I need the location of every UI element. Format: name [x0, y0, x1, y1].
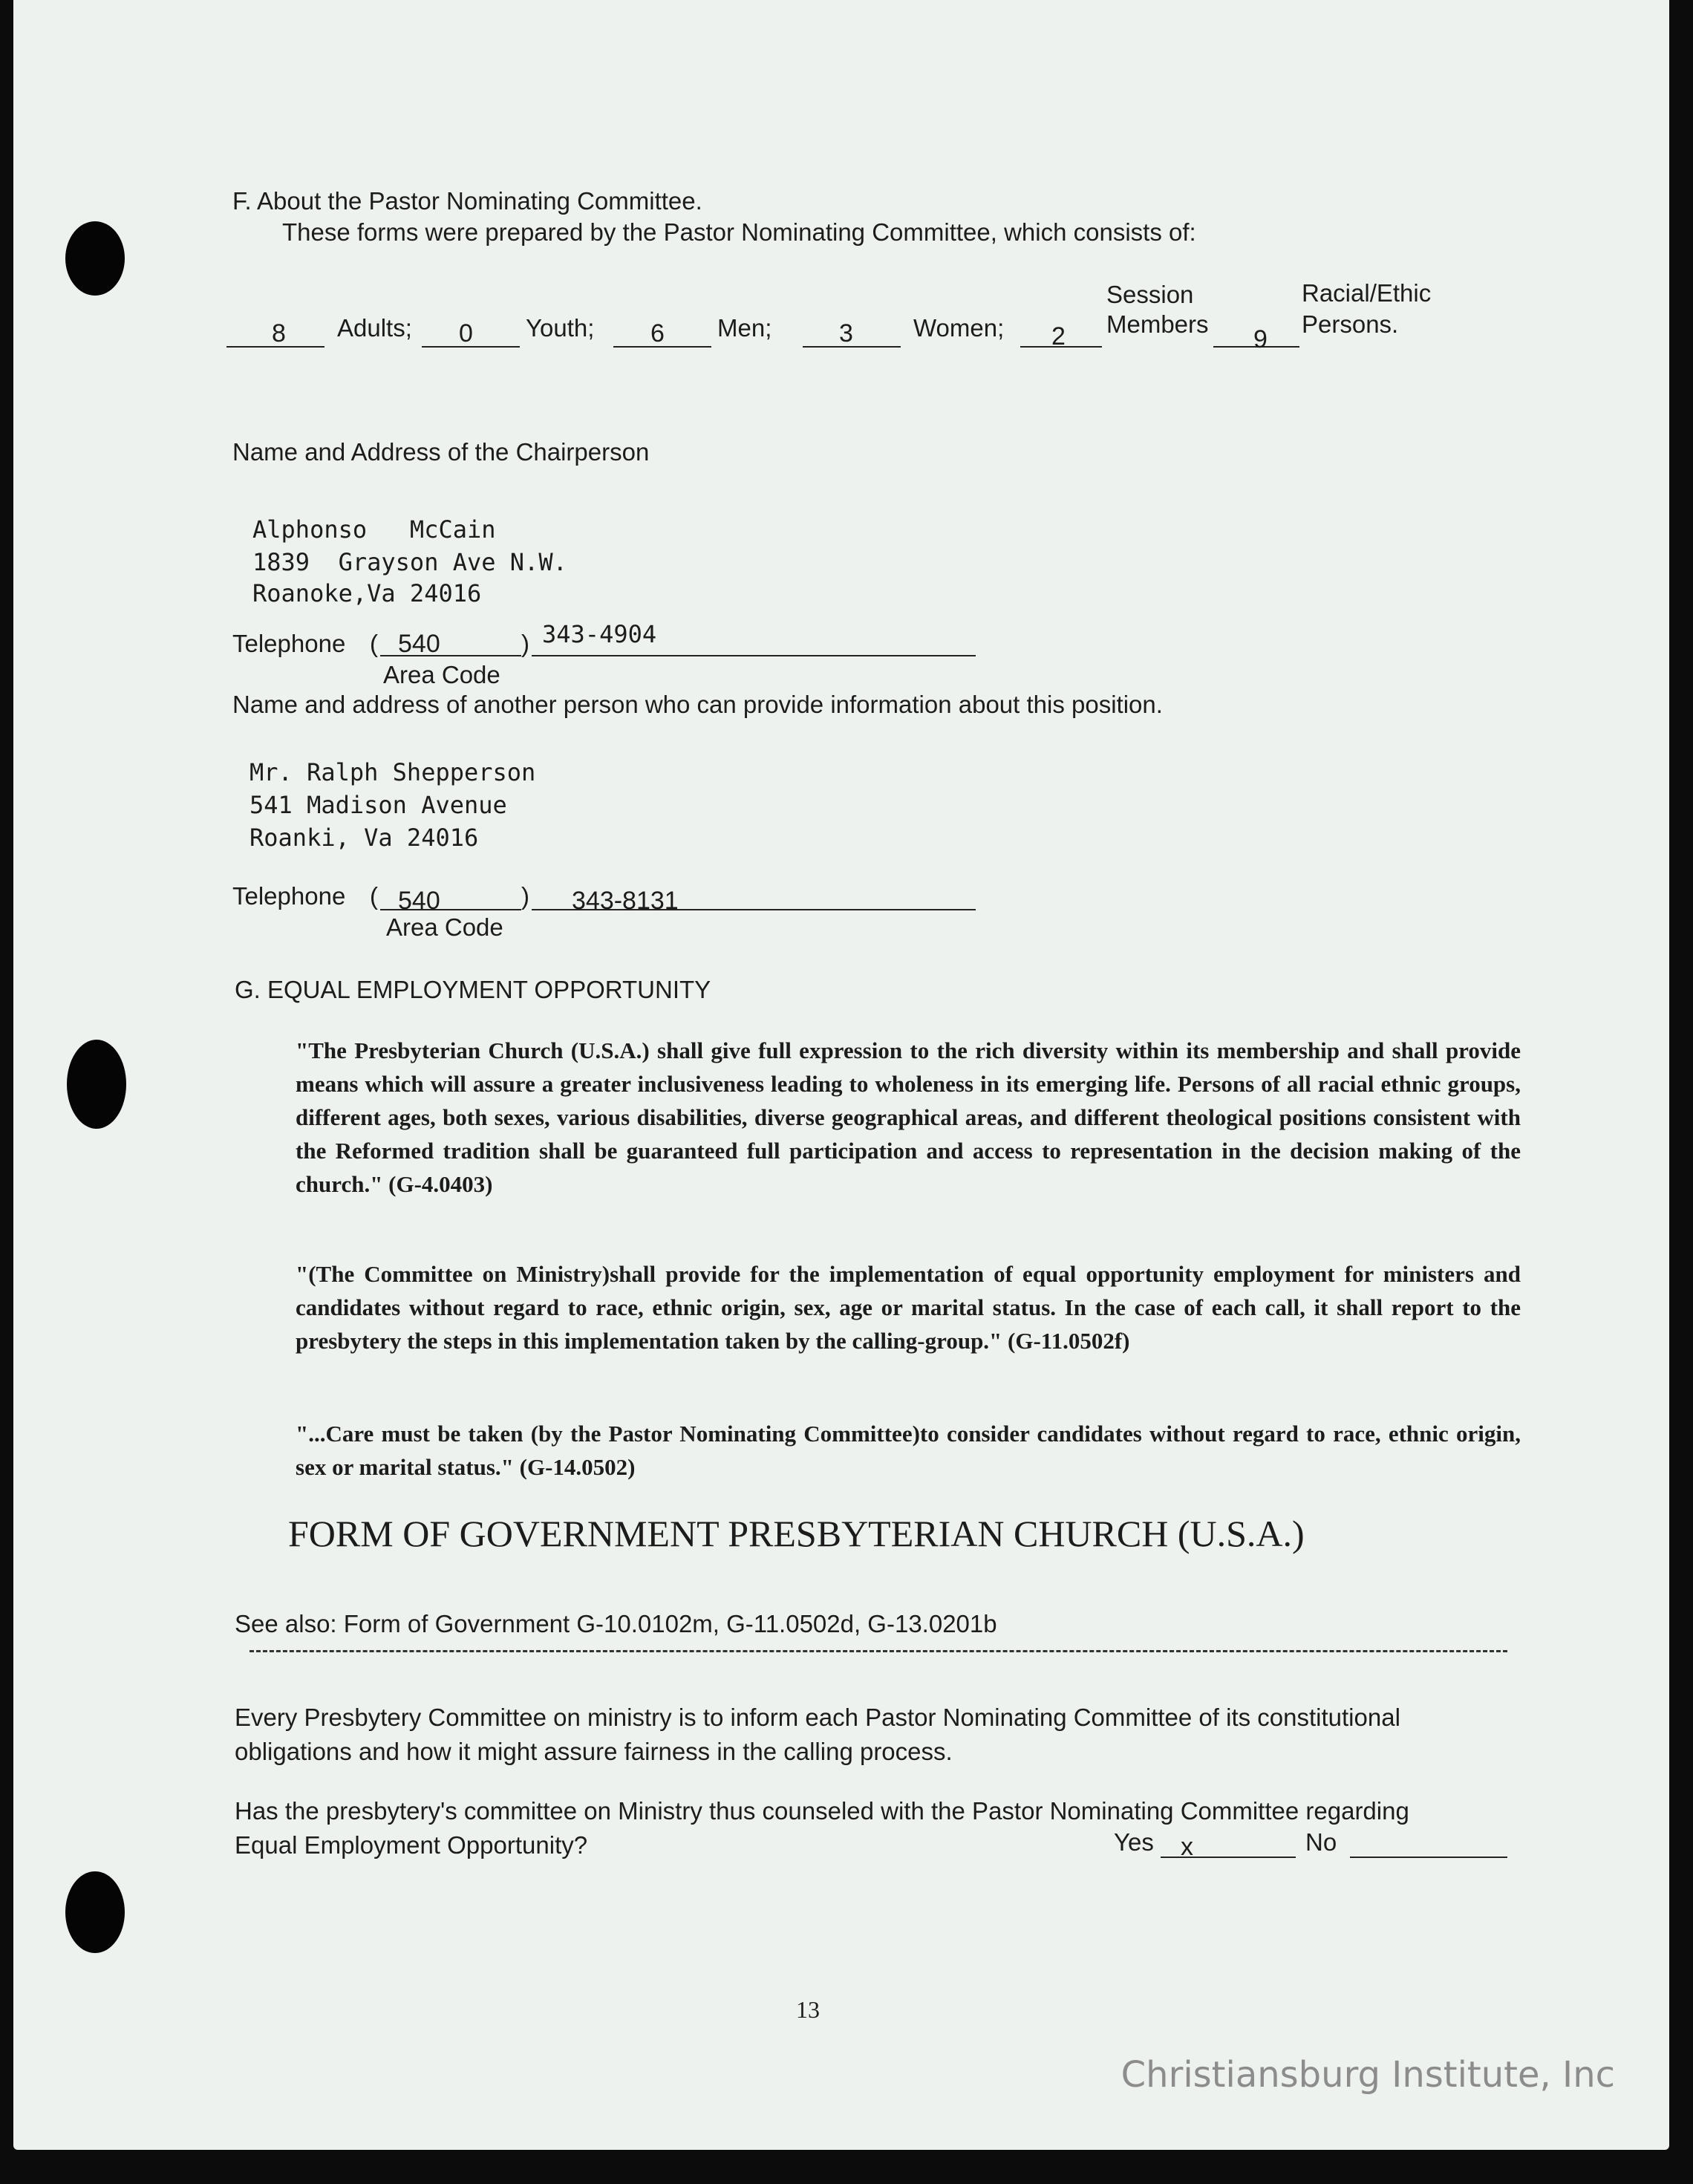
youth-label: Youth; [526, 314, 595, 342]
form-of-government-title: FORM OF GOVERNMENT PRESBYTERIAN CHURCH (U.S.A.) [288, 1513, 1305, 1554]
chairperson-area-close-paren: ) [521, 630, 529, 657]
chairperson-number-line [532, 655, 976, 656]
contact-city: Roanki, Va 24016 [249, 824, 479, 852]
yes-answer-mark: x [1181, 1833, 1193, 1861]
session-members-value: 2 [1051, 322, 1066, 351]
see-also-line: See also: Form of Government G-10.0102m, G-11.0502d, G-13.0201b [235, 1610, 997, 1637]
chairperson-street: 1839 Grayson Ave N.W. [252, 548, 567, 576]
question-line-1: Has the presbytery's committee on Ministry thus counseled with the Pastor Nominating Committee regarding [235, 1797, 1409, 1825]
contact-area-code-label: Area Code [386, 913, 503, 941]
contact-area-close-paren: ) [521, 882, 529, 910]
no-label: No [1305, 1828, 1337, 1856]
contact-street: 541 Madison Avenue [249, 791, 507, 819]
chairperson-area-code: 540 [398, 630, 440, 658]
question-line-2: Equal Employment Opportunity? [235, 1831, 588, 1859]
youth-value: 0 [459, 319, 473, 348]
women-label: Women; [913, 314, 1005, 342]
punch-hole-middle [67, 1040, 126, 1129]
chairperson-name: Alphonso McCain [252, 515, 496, 544]
contact-name: Mr. Ralph Shepperson [249, 758, 536, 786]
section-g-heading: G. EQUAL EMPLOYMENT OPPORTUNITY [235, 976, 711, 1003]
chairperson-area-open-paren: ( [370, 630, 378, 657]
men-label: Men; [717, 314, 772, 342]
yes-label: Yes [1114, 1828, 1154, 1856]
chairperson-number: 343-4904 [542, 620, 657, 648]
watermark: Christiansburg Institute, Inc [1120, 2054, 1615, 2096]
page-number: 13 [796, 1996, 820, 2023]
section-f-intro: These forms were prepared by the Pastor Nominating Committee, which consists of: [282, 218, 1196, 246]
women-value: 3 [839, 319, 853, 348]
session-label-bottom: Members [1106, 310, 1209, 338]
punch-hole-bottom [65, 1871, 125, 1953]
chairperson-label: Name and Address of the Chairperson [232, 438, 650, 466]
contact-area-code: 540 [398, 887, 440, 915]
adults-value: 8 [272, 319, 286, 348]
session-label-top: Session [1106, 281, 1194, 308]
section-f-heading: F. About the Pastor Nominating Committee. [232, 187, 702, 215]
chairperson-telephone-label: Telephone [232, 630, 346, 657]
contact-number: 343-8131 [572, 887, 679, 915]
adults-label: Adults; [337, 314, 412, 342]
chairperson-city: Roanoke,Va 24016 [252, 579, 482, 607]
contact-telephone-label: Telephone [232, 882, 346, 910]
quote-pnc-g14: "...Care must be taken (by the Pastor Nominating Committee)to consider candidates without regard to race, ethnic origin, sex or marital status." (G-14.0502) [296, 1421, 1521, 1480]
racial-label-top: Racial/Ethic [1302, 279, 1432, 307]
racial-ethnic-value: 9 [1253, 325, 1268, 353]
punch-hole-top [65, 221, 125, 296]
racial-label-bottom: Persons. [1302, 310, 1399, 338]
men-value: 6 [650, 319, 665, 348]
document-page [13, 0, 1669, 2150]
dashed-divider [249, 1650, 1507, 1652]
quote-committee-g11: "(The Committee on Ministry)shall provide for the implementation of equal opportunity employment for ministers and candidates without regard to race, ethnic origin, sex, age or marital status. In the case of each call, it shall report to the presbytery the steps in this implementation taken by the calling-group." (G-11.0502f) [296, 1261, 1521, 1354]
no-answer-line [1350, 1857, 1507, 1858]
contact-label: Name and address of another person who can provide information about this position. [232, 691, 1163, 718]
obligation-text: Every Presbytery Committee on ministry is to inform each Pastor Nominating Committee of its constitutional obligations and how it might assure fairness in the calling process. [235, 1704, 1400, 1765]
contact-area-open-paren: ( [370, 882, 378, 910]
chairperson-area-code-label: Area Code [383, 661, 500, 688]
quote-constitution-g4: "The Presbyterian Church (U.S.A.) shall give full expression to the rich diversity within its membership and shall provide means which will assure a greater inclusiveness leading to wholeness in its emerging life. Persons of all racial ethnic groups, different ages, both sexes, various disabilities, diverse geographical areas, and different theological positions consistent with the Reformed tradition shall be guaranteed full participation and access to representation in the decision making of the church." (G-4.0403) [296, 1037, 1521, 1197]
